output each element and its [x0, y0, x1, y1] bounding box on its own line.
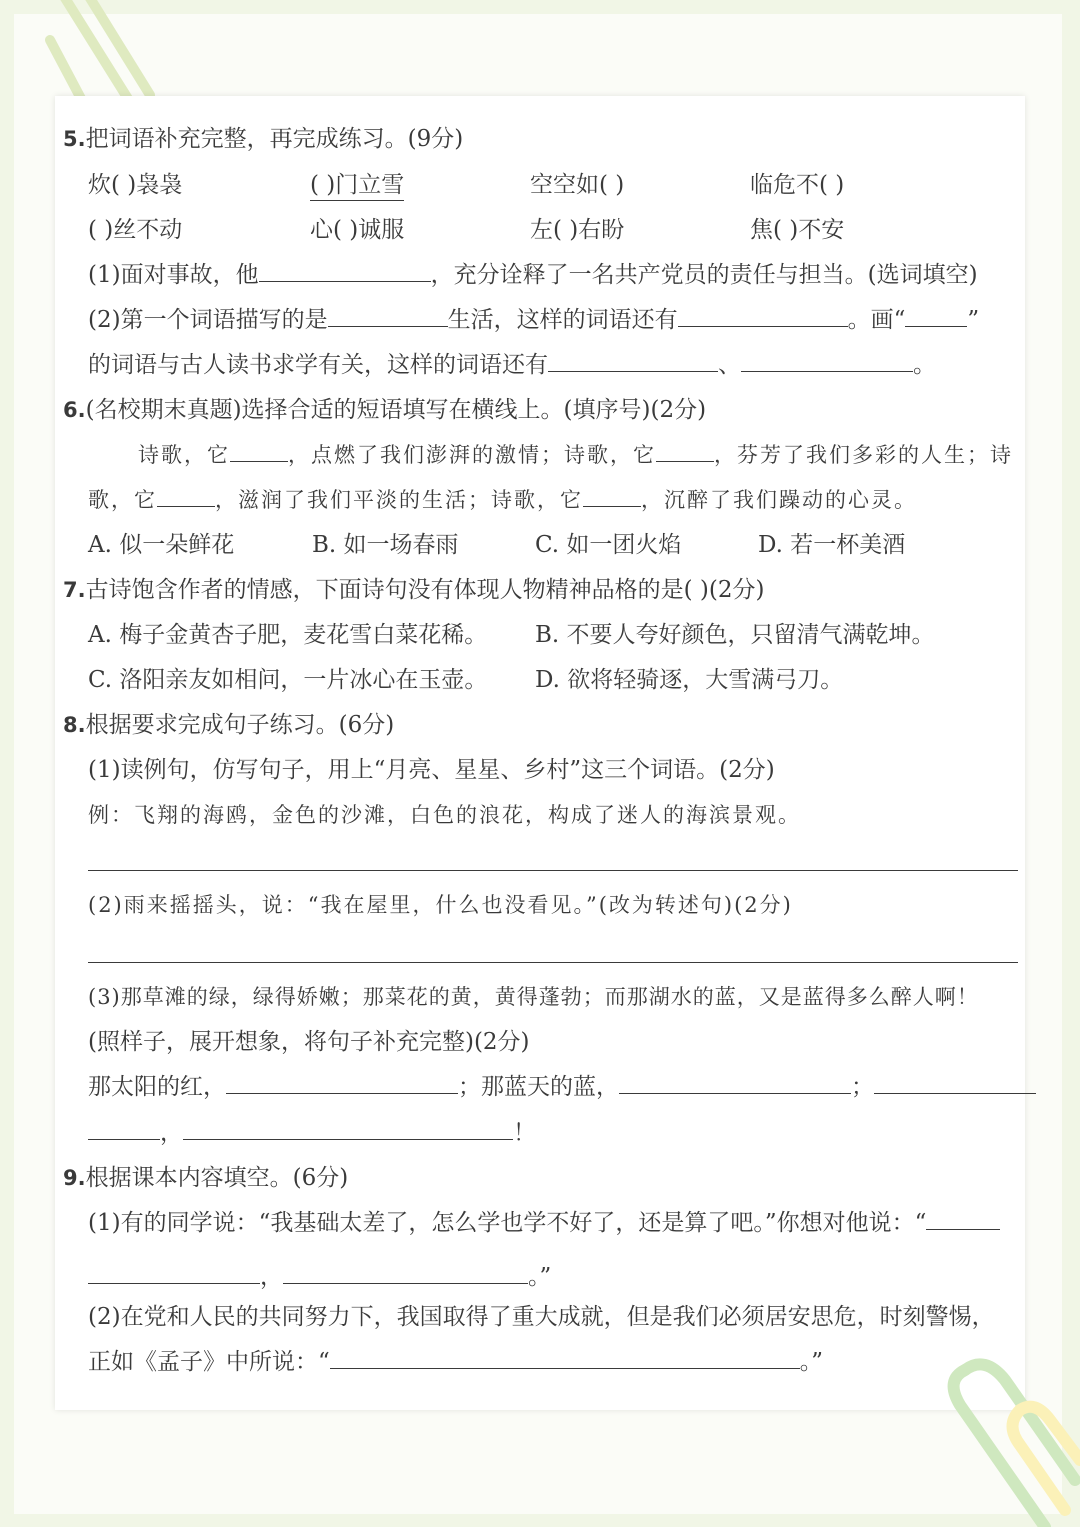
example-sentence: 例：飞翔的海鸥，金色的沙滩，白色的浪花，构成了迷人的海滨景观。 — [88, 803, 801, 827]
question-8-sub-2: (2)雨来摇摇头，说：“我在屋里，什么也没看见。”(改为转述句)(2分) — [88, 893, 793, 917]
answer-blank[interactable] — [259, 261, 431, 282]
question-5-title: 5.把词语补充完整，再完成练习。(9分) — [63, 126, 464, 152]
answer-blank[interactable] — [230, 441, 288, 462]
question-8-sub-3-fill-2: ， ！ — [88, 1118, 536, 1148]
question-8-sub-3: (3)那草滩的绿，绿得娇嫩；那菜花的黄，黄得蓬勃；而那湖水的蓝，又是蓝得多么醉人啊！ — [88, 985, 979, 1009]
option-d: D. 欲将轻骑逐，大雪满弓刀。 — [535, 667, 844, 693]
word-blank-5: ( )丝不动 — [88, 217, 183, 243]
answer-blank[interactable] — [926, 1209, 1000, 1230]
word-blank-2: ( )门立雪 — [310, 170, 404, 201]
answer-blank[interactable] — [283, 1263, 528, 1284]
question-7-title: 7.古诗饱含作者的情感，下面诗句没有体现人物精神品格的是( )(2分) — [63, 577, 765, 603]
answer-blank[interactable] — [905, 306, 967, 327]
answer-blank[interactable] — [330, 1348, 800, 1369]
answer-blank[interactable] — [619, 1073, 851, 1094]
option-c: C. 如一团火焰 — [535, 532, 682, 558]
option-a: A. 梅子金黄杏子肥，麦花雪白菜花稀。 — [88, 622, 488, 648]
question-6-passage-line-1: 诗歌，它 ，点燃了我们澎湃的激情；诗歌，它 ，芬芳了我们多彩的人生；诗 — [138, 443, 1013, 467]
word-blank-8: 焦( )不安 — [750, 217, 845, 243]
option-a: A. 似一朵鲜花 — [88, 532, 235, 558]
word-blank-7: 左( )右盼 — [530, 217, 625, 243]
word-blank-6: 心( )诚服 — [310, 217, 405, 243]
question-5-sub-1: (1)面对事故，他 ，充分诠释了一名共产党员的责任与担当。(选词填空) — [88, 262, 978, 288]
answer-blank[interactable] — [88, 1119, 160, 1140]
question-9-sub-1: (1)有的同学说：“我基础太差了，怎么学也学不好了，还是算了吧。”你想对他说：“ — [88, 1208, 1000, 1238]
option-c: C. 洛阳亲友如相问，一片冰心在玉壶。 — [88, 667, 488, 693]
question-9-sub-2: (2)在党和人民的共同努力下，我国取得了重大成就，但是我们必须居安思危，时刻警惕， — [88, 1304, 995, 1330]
question-5-sub-3: 的词语与古人读书求学有关，这样的词语还有 、 。 — [88, 352, 936, 378]
answer-blank[interactable] — [583, 486, 641, 507]
question-8-title: 8.根据要求完成句子练习。(6分) — [63, 712, 395, 738]
answer-blank[interactable] — [548, 351, 718, 372]
word-blank-1: 炊( )袅袅 — [88, 172, 183, 198]
answer-blank[interactable] — [328, 306, 448, 327]
answer-blank[interactable] — [741, 351, 913, 372]
option-d: D. 若一杯美酒 — [758, 532, 906, 558]
question-6-title: 6.(名校期末真题)选择合适的短语填写在横线上。(填序号)(2分) — [63, 397, 707, 423]
answer-line[interactable] — [88, 962, 1018, 963]
question-9-sub-2-fill: 正如《孟子》中所说：“ 。” — [88, 1349, 824, 1375]
option-b: B. 不要人夸好颜色，只留清气满乾坤。 — [535, 622, 935, 648]
question-9-title: 9.根据课本内容填空。(6分) — [63, 1165, 349, 1191]
question-8-sub-3-note: (照样子，展开想象，将句子补充完整)(2分) — [88, 1029, 530, 1055]
answer-line[interactable] — [88, 870, 1018, 871]
answer-blank[interactable] — [874, 1073, 1036, 1094]
answer-blank[interactable] — [88, 1263, 260, 1284]
answer-blank[interactable] — [183, 1119, 513, 1140]
answer-blank[interactable] — [656, 441, 714, 462]
answer-blank[interactable] — [226, 1073, 458, 1094]
word-blank-3: 空空如( ) — [530, 172, 625, 198]
answer-blank[interactable] — [678, 306, 848, 327]
word-blank-4: 临危不( ) — [750, 172, 845, 198]
question-8-sub-3-fill: 那太阳的红， ；那蓝天的蓝， ； — [88, 1072, 1036, 1102]
option-b: B. 如一场春雨 — [312, 532, 459, 558]
question-9-sub-1-fill: ， 。” — [88, 1262, 551, 1292]
answer-blank[interactable] — [157, 486, 215, 507]
question-8-sub-1: (1)读例句，仿写句子，用上“月亮、星星、乡村”这三个词语。(2分) — [88, 757, 775, 783]
question-5-sub-2: (2)第一个词语描写的是 生活，这样的词语还有 。画“ ” — [88, 307, 980, 333]
question-6-passage-line-2: 歌，它 ，滋润了我们平淡的生活；诗歌，它 ，沉醉了我们躁动的心灵。 — [88, 488, 917, 512]
